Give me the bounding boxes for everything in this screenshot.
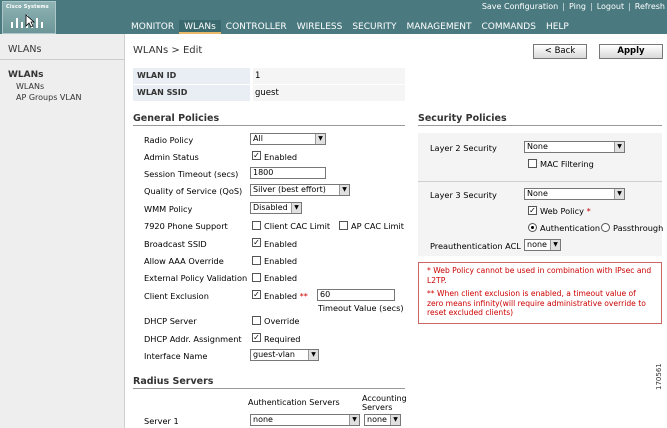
client-cac-label: Client CAC Limit [264, 221, 331, 231]
sidebar-item-wlans[interactable]: WLANs [16, 82, 45, 91]
client-cac-checkbox[interactable] [252, 221, 261, 230]
wlan-ssid-value: guest [253, 85, 405, 101]
mouse-cursor-icon [25, 14, 35, 28]
phone-support-label: 7920 Phone Support [144, 221, 228, 231]
chevron-down-icon: ▼ [349, 415, 359, 425]
nav-wireless[interactable]: WIRELESS [296, 22, 343, 32]
session-timeout-input[interactable]: 1800 [250, 167, 326, 179]
chevron-down-icon: ▼ [315, 134, 325, 144]
security-policies-divider [418, 125, 662, 126]
web-policy-marker: * [586, 206, 591, 216]
authentication-servers-header: Authentication Servers [248, 398, 340, 407]
web-policy-label [540, 206, 591, 216]
chevron-down-icon: ▼ [291, 203, 301, 213]
qos-select[interactable] [250, 184, 350, 196]
client-exclusion-label: Client Exclusion [144, 291, 209, 301]
accounting-servers-header: Accounting Servers [362, 394, 407, 412]
authentication-radio[interactable] [528, 223, 537, 232]
security-panel-divider [418, 181, 662, 182]
ping-link[interactable]: Ping [568, 2, 586, 11]
top-links: Save Configuration | Ping | Logout | Refresh [481, 2, 665, 11]
preauth-acl-value: none [527, 240, 547, 249]
wmm-policy-value: Disabled [253, 203, 288, 212]
save-configuration-link[interactable]: Save Configuration [481, 2, 559, 11]
broadcast-ssid-checkbox[interactable]: ✓ [253, 238, 260, 247]
passthrough-radio-label: Passthrough [613, 223, 664, 233]
broadcast-ssid-checkbox-label: Enabled [264, 239, 298, 249]
refresh-link[interactable]: Refresh [634, 2, 665, 11]
preauth-acl-label: Preauthentication ACL [430, 241, 521, 251]
wlan-id-value: 1 [253, 68, 405, 84]
wlan-id-label: WLAN ID [133, 68, 250, 84]
radio-policy-label: Radio Policy [144, 135, 194, 145]
client-exclusion-marker: ** [299, 291, 308, 301]
chevron-down-icon: ▼ [339, 185, 349, 195]
security-policies-title: Security Policies [418, 113, 507, 124]
session-timeout-label: Session Timeout (secs) [144, 169, 239, 179]
interface-name-select[interactable] [250, 349, 319, 361]
dhcp-server-label: DHCP Server [144, 316, 197, 326]
nav-wlans[interactable]: WLANs [179, 20, 221, 34]
note-web-policy: * Web Policy cannot be used in combination with IPsec and L2TP. [427, 266, 652, 285]
dhcp-override-label: Override [264, 316, 300, 326]
main-nav [126, 20, 574, 34]
layer2-security-select[interactable] [524, 141, 625, 153]
logout-link[interactable]: Logout [596, 2, 625, 11]
radius-servers-divider [133, 388, 405, 389]
wlan-id-table [133, 68, 405, 102]
nav-security[interactable]: SECURITY [352, 22, 397, 32]
aaa-override-checkbox[interactable] [252, 256, 261, 265]
qos-value: Silver (best effort) [253, 185, 326, 194]
admin-status-checkbox[interactable]: ✓ [253, 151, 260, 160]
external-policy-checkbox[interactable] [252, 273, 261, 282]
interface-name-label: Interface Name [144, 351, 208, 361]
aaa-override-label: Allow AAA Override [144, 256, 224, 266]
dhcp-required-checkbox[interactable]: ✓ [253, 333, 260, 342]
server1-acct-value: none [367, 415, 387, 424]
wmm-policy-label: WMM Policy [144, 204, 193, 214]
web-policy-checkbox[interactable]: ✓ [529, 206, 536, 215]
passthrough-radio[interactable] [601, 223, 610, 232]
aaa-override-checkbox-label: Enabled [264, 256, 298, 266]
mac-filtering-label: MAC Filtering [540, 159, 594, 169]
chevron-down-icon: ▼ [550, 240, 560, 250]
wlan-id-row [133, 68, 405, 85]
client-exclusion-checkbox-label [264, 291, 308, 301]
server1-auth-value: none [253, 415, 273, 424]
page-title: WLANs > Edit [133, 45, 203, 56]
nav-commands[interactable]: COMMANDS [481, 22, 536, 32]
sidebar-item-ap-groups-vlan[interactable]: AP Groups VLAN [16, 93, 82, 102]
admin-status-checkbox-label: Enabled [264, 152, 298, 162]
preauth-acl-select[interactable] [524, 239, 561, 251]
broadcast-ssid-label: Broadcast SSID [144, 239, 207, 249]
layer2-security-label: Layer 2 Security [430, 143, 497, 153]
ap-cac-checkbox[interactable] [339, 221, 348, 230]
ap-cac-label: AP CAC Limit [351, 221, 404, 231]
figure-id: 170561 [655, 363, 663, 390]
sidebar [0, 34, 125, 428]
timeout-value-input[interactable]: 60 [317, 289, 395, 301]
qos-label: Quality of Service (QoS) [144, 186, 243, 196]
sidebar-title: WLANs [8, 44, 42, 55]
server1-auth-select[interactable] [250, 414, 360, 426]
chevron-down-icon: ▼ [390, 415, 400, 425]
server1-label: Server 1 [144, 416, 179, 426]
policy-notes [418, 262, 662, 324]
radio-policy-select[interactable] [250, 133, 326, 145]
dhcp-override-checkbox[interactable] [252, 316, 261, 325]
chevron-down-icon: ▼ [308, 350, 318, 360]
radio-policy-value: All [253, 134, 263, 143]
external-policy-label: External Policy Validation [144, 273, 248, 283]
nav-controller[interactable]: CONTROLLER [225, 22, 287, 32]
logo-text: Cisco Systems [6, 4, 49, 10]
wlan-ssid-label: WLAN SSID [133, 85, 250, 101]
general-policies-divider [133, 125, 405, 126]
external-policy-checkbox-label: Enabled [264, 273, 298, 283]
layer3-security-value: None [527, 189, 548, 198]
timeout-value-caption: Timeout Value (secs) [318, 303, 404, 313]
authentication-radio-label: Authentication [540, 223, 601, 233]
admin-status-label: Admin Status [144, 152, 199, 162]
apply-button[interactable]: Apply [599, 44, 663, 59]
nav-monitor[interactable]: MONITOR [131, 22, 175, 32]
interface-name-value: guest-vlan [253, 350, 295, 359]
wmm-policy-select[interactable] [250, 202, 302, 214]
radius-servers-title: Radius Servers [133, 376, 214, 387]
dhcp-addr-label: DHCP Addr. Assignment [144, 334, 242, 344]
mac-filtering-checkbox[interactable] [528, 159, 537, 168]
general-policies-title: General Policies [133, 113, 220, 124]
layer3-security-select[interactable] [524, 188, 625, 200]
nav-help[interactable]: HELP [545, 22, 569, 32]
layer2-security-value: None [527, 142, 548, 151]
top-header-bar [0, 0, 667, 34]
chevron-down-icon: ▼ [614, 142, 624, 152]
client-exclusion-enabled-text: Enabled [264, 291, 298, 301]
sidebar-divider [0, 59, 125, 60]
chevron-down-icon: ▼ [614, 189, 624, 199]
web-policy-text: Web Policy [540, 206, 585, 216]
client-exclusion-checkbox[interactable]: ✓ [253, 290, 260, 299]
server1-acct-select[interactable] [364, 414, 401, 426]
note-client-exclusion: ** When client exclusion is enabled, a timeout value of zero means infinity(will require administrative override to reset excluded clients) [427, 289, 646, 317]
wlan-ssid-row [133, 85, 405, 102]
cisco-logo [2, 1, 56, 34]
back-button[interactable]: < Back [533, 44, 587, 59]
layer3-security-label: Layer 3 Security [430, 190, 497, 200]
dhcp-required-label: Required [264, 334, 301, 344]
sidebar-section-wlans[interactable]: WLANs [8, 70, 44, 80]
nav-management[interactable]: MANAGEMENT [406, 22, 472, 32]
